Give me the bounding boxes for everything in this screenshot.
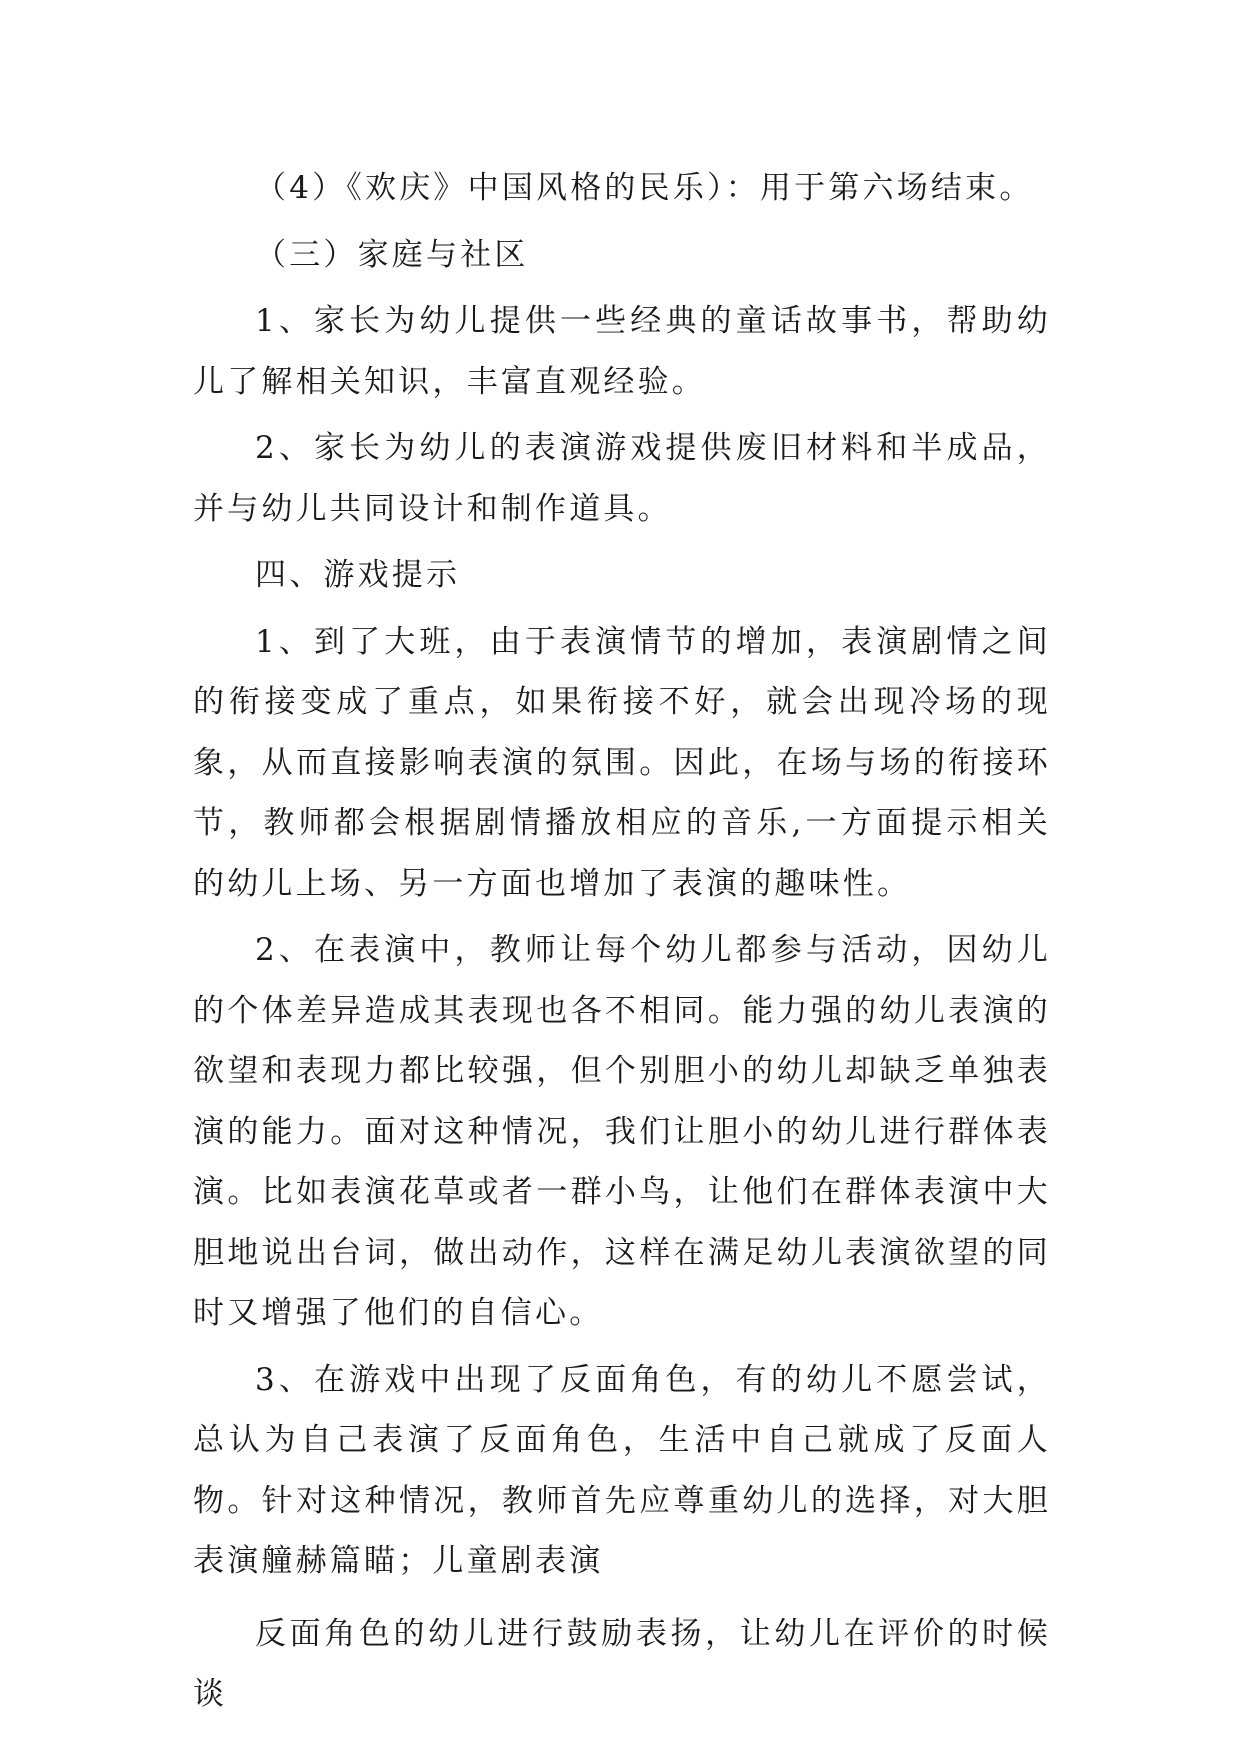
paragraph-continuation: 反面角色的幼儿进行鼓励表扬，让幼儿在评价的时候谈 [193, 1615, 1051, 1712]
paragraph-tip-2: 2、在表演中，教师让每个幼儿都参与活动，因幼儿的个体差异造成其表现也各不相同。能力强的幼儿表演的欲望和表现力都比较强，但个别胆小的幼儿却缺乏单独表演的能力。面对这种情况，我们让胆小的幼儿进行群体表演。比如表演花草或者一群小鸟，让他们在群体表演中大胆地说出台词，做出动作，这样在满足幼儿表演欲望的同时又增强了他们的自信心。 [193, 932, 1051, 1331]
paragraph-tip-1: 1、到了大班，由于表演情节的增加，表演剧情之间的衔接变成了重点，如果衔接不好，就会出现冷场的现象，从而直接影响表演的氛围。因此，在场与场的衔接环节，教师都会根据剧情播放相应的音乐,一方面提示相关的幼儿上场、另一方面也增加了表演的趣味性。 [193, 623, 1051, 902]
paragraph-tip-3: 3、在游戏中出现了反面角色，有的幼儿不愿尝试，总认为自己表演了反面角色，生活中自己就成了反面人物。针对这种情况，教师首先应尊重幼儿的选择，对大胆表演艟赫篇瞄；儿童剧表演 [193, 1361, 1051, 1579]
document-body [193, 158, 1051, 1725]
paragraph-music-item-4: （4）《欢庆》中国风格的民乐）：用于第六场结束。 [255, 170, 1034, 206]
paragraph-family-item-1: 1、家长为幼儿提供一些经典的童话故事书，帮助幼儿了解相关知识，丰富直观经验。 [193, 303, 1051, 400]
paragraph-family-item-2: 2、家长为幼儿的表演游戏提供废旧材料和半成品，并与幼儿共同设计和制作道具。 [193, 430, 1051, 527]
section-heading-family-community: （三）家庭与社区 [255, 236, 529, 273]
section-heading-game-tips: 四、游戏提示 [255, 557, 461, 593]
